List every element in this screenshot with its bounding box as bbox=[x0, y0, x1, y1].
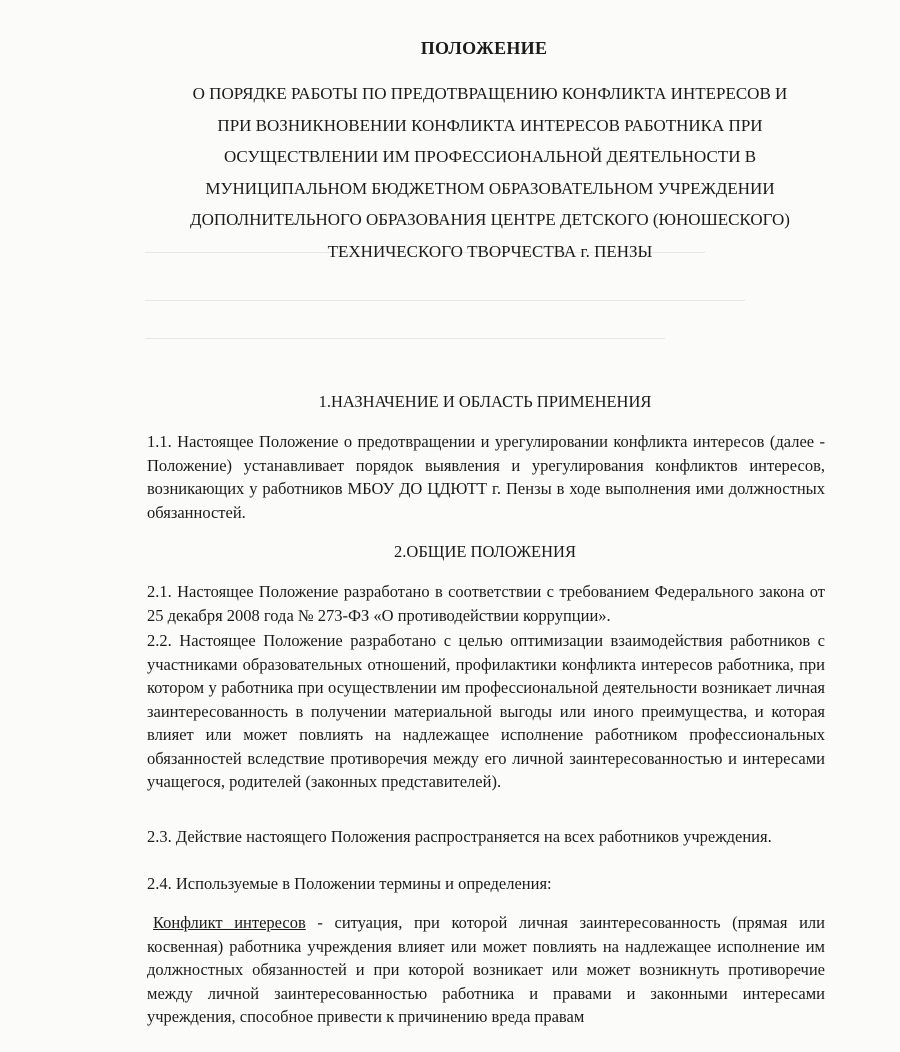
term-definition: - ситуация, при которой личная заинтересованность (прямая или косвенная) работника учреждения влияет или может повлиять на надлежащее исполнение им должностных обязанностей и при которой возникает или может возникнуть противоречие между личной заинтересованностью работника и правами и законными интересами учреждения, способное привести к причинению вреда правам bbox=[147, 913, 825, 1026]
paragraph-2-3: 2.3. Действие настоящего Положения распространяется на всех работников учреждения. bbox=[147, 827, 772, 846]
paragraph-2-1: 2.1. Настоящее Положение разработано в соответствии с требованием Федерального закона от 25 декабря 2008 года № 273-ФЗ «О противодействии коррупции». bbox=[147, 582, 825, 625]
section-2-heading: 2.ОБЩИЕ ПОЛОЖЕНИЯ bbox=[394, 542, 576, 561]
scan-artifact bbox=[145, 338, 665, 339]
scan-artifact bbox=[145, 300, 745, 301]
document-title: ПОЛОЖЕНИЕ bbox=[420, 38, 548, 58]
subtitle-line: ОСУЩЕСТВЛЕНИИ ИМ ПРОФЕССИОНАЛЬНОЙ ДЕЯТЕЛЬНОСТИ В bbox=[223, 147, 757, 166]
section-1-heading: 1.НАЗНАЧЕНИЕ И ОБЛАСТЬ ПРИМЕНЕНИЯ bbox=[318, 392, 652, 411]
subtitle-line: ДОПОЛНИТЕЛЬНОГО ОБРАЗОВАНИЯ ЦЕНТРЕ ДЕТСКОГО (ЮНОШЕСКОГО) bbox=[190, 210, 790, 229]
subtitle-line: ПРИ ВОЗНИКНОВЕНИИ КОНФЛИКТА ИНТЕРЕСОВ РАБОТНИКА ПРИ bbox=[217, 115, 763, 135]
paragraph-2-2: 2.2. Настоящее Положение разработано с целью оптимизации взаимодействия работников с участниками образовательных отношений, профилактики конфликта интересов работника, при котором у работника при осуществлении им профессиональной деятельности возникает личная заинтересованность в получении материальной выгоды или иного преимущества, и которая влияет или может повлиять на надлежащее исполнение работником профессиональных обязанностей вследствие противоречия между его личной заинтересованностью и интересами учащегося, родителей (законных представителей). bbox=[147, 631, 825, 791]
subtitle-line: О ПОРЯДКЕ РАБОТЫ ПО ПРЕДОТВРАЩЕНИЮ КОНФЛИКТА ИНТЕРЕСОВ И bbox=[192, 84, 788, 103]
subtitle-line: МУНИЦИПАЛЬНОМ БЮДЖЕТНОМ ОБРАЗОВАТЕЛЬНОМ УЧРЕЖДЕНИИ bbox=[205, 178, 775, 198]
paragraph-2-4: 2.4. Используемые в Положении термины и определения: bbox=[147, 874, 552, 893]
definition-paragraph bbox=[147, 911, 825, 1029]
defined-term: Конфликт интересов bbox=[153, 913, 306, 932]
subtitle-line: ТЕХНИЧЕСКОГО ТВОРЧЕСТВА г. ПЕНЗЫ bbox=[327, 241, 653, 261]
document-subtitle bbox=[150, 78, 830, 267]
paragraph-1-1: 1.1. Настоящее Положение о предотвращении и урегулировании конфликта интересов (далее - Положение) устанавливает порядок выявления и урегулирования конфликтов интересов, возникающих у работников МБОУ ДО ЦДЮТТ г. Пензы в ходе выполнения ими должностных обязанностей. bbox=[147, 432, 825, 522]
